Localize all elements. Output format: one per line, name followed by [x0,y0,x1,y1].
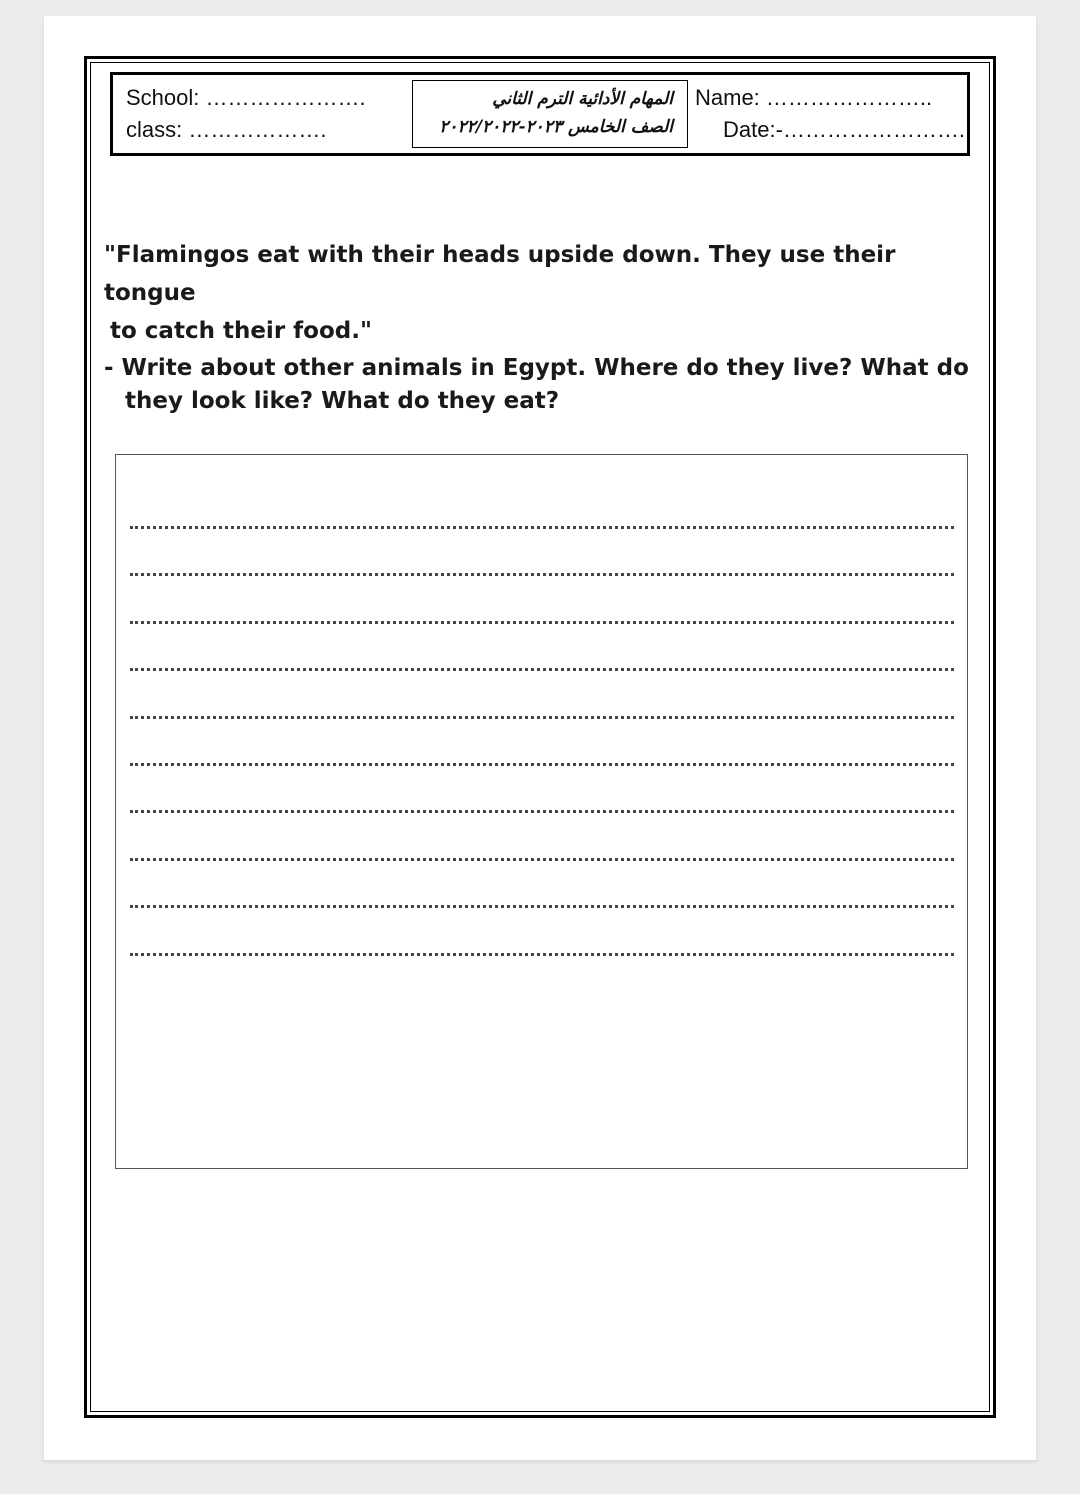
answer-line-4[interactable] [130,668,954,671]
quote-line-2: to catch their food." [110,318,372,344]
task-line-1: - Write about other animals in Egypt. Where do they live? What do [104,355,969,381]
class-field[interactable]: class: ………………. [126,117,327,142]
answer-line-3[interactable] [130,621,954,624]
answer-line-5[interactable] [130,716,954,719]
title-line-1: المهام الأدائية الترم الثاني [492,89,673,109]
answer-box[interactable] [115,454,968,1169]
task-instruction [104,352,984,418]
quote-text [104,236,984,350]
answer-line-10[interactable] [130,953,954,956]
task-line-2: they look like? What do they eat? [125,388,560,414]
name-field[interactable]: Name: ………………….. [695,85,933,110]
answer-line-9[interactable] [130,905,954,908]
answer-line-1[interactable] [130,526,954,529]
answer-line-7[interactable] [130,810,954,813]
answer-line-6[interactable] [130,763,954,766]
date-field[interactable]: Date:-……………………. [723,117,966,142]
school-field[interactable]: School: …………………. [126,85,366,110]
answer-line-8[interactable] [130,858,954,861]
answer-line-2[interactable] [130,573,954,576]
worksheet-title [412,80,688,148]
quote-line-1: "Flamingos eat with their heads upside down. They use their tongue [104,242,896,306]
title-line-2: الصف الخامس ٢٠٢٣-٢٠٢٢/٢٠٢٢ [439,117,673,137]
